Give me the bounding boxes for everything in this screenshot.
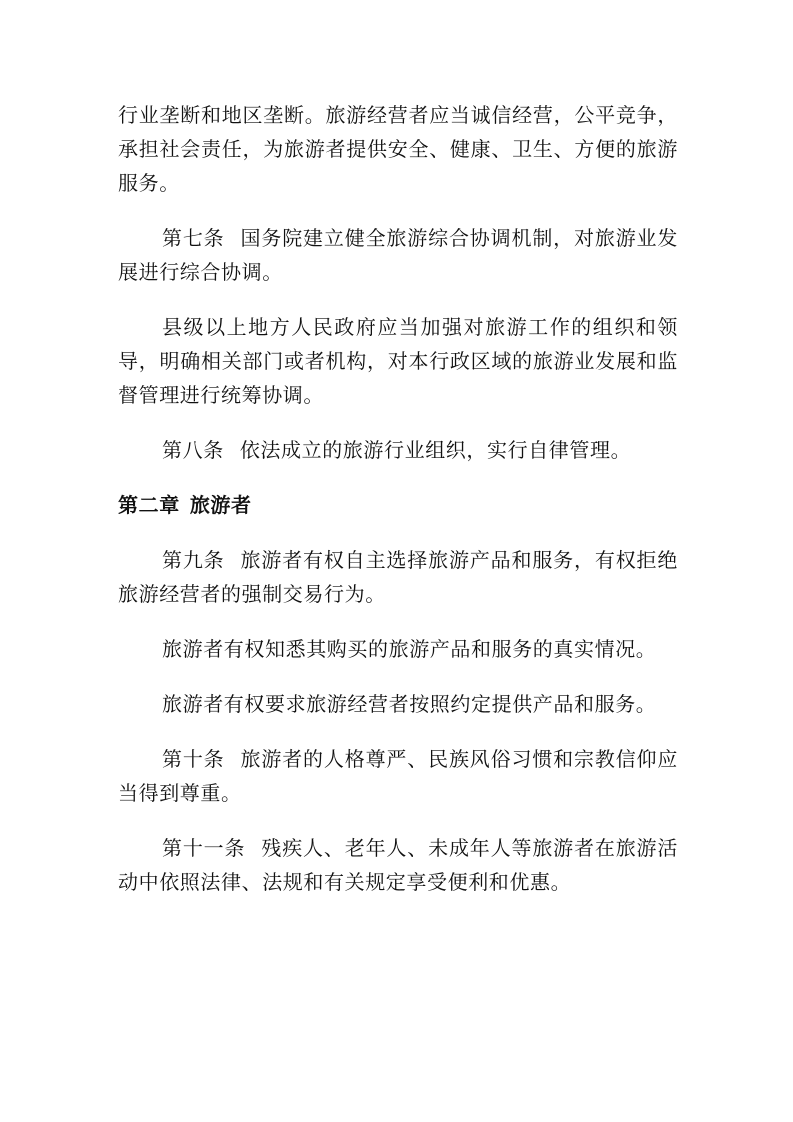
article-number: 第八条: [162, 438, 224, 462]
article-10: [118, 742, 678, 810]
paragraph: 旅游者有权要求旅游经营者按照约定提供产品和服务。: [162, 692, 657, 716]
chapter-heading: [118, 488, 678, 522]
article-text: 旅游者的人格尊严、民族风俗习惯和宗教信仰应当得到尊重。: [118, 747, 678, 805]
chapter-title: 旅游者: [189, 493, 252, 517]
article-text: 依法成立的旅游行业组织，实行自律管理。: [239, 438, 632, 462]
chapter-number: 第二章: [118, 493, 180, 517]
article-9: [118, 543, 678, 611]
article-8: [118, 433, 678, 467]
paragraph: 旅游者有权知悉其购买的旅游产品和服务的真实情况。: [162, 637, 657, 661]
document-body: [118, 98, 678, 899]
article-number: 第十一条: [162, 836, 246, 860]
article-text: 国务院建立健全旅游综合协调机制，对旅游业发展进行综合协调。: [118, 226, 678, 284]
paragraph-continuation: 行业垄断和地区垄断。旅游经营者应当诚信经营，公平竞争，承担社会责任，为旅游者提供安全、健康、卫生、方便的旅游服务。: [118, 103, 678, 195]
paragraph: 县级以上地方人民政府应当加强对旅游工作的组织和领导，明确相关部门或者机构，对本行政区域的旅游业发展和监督管理进行统筹协调。: [118, 315, 678, 407]
article-7: [118, 221, 678, 289]
article-number: 第十条: [162, 747, 225, 771]
article-11: [118, 831, 678, 899]
article-text: 残疾人、老年人、未成年人等旅游者在旅游活动中依照法律、法规和有关规定享受便利和优惠。: [118, 836, 678, 894]
article-text: 旅游者有权自主选择旅游产品和服务，有权拒绝旅游经营者的强制交易行为。: [118, 548, 678, 606]
article-number: 第九条: [162, 548, 225, 572]
article-number: 第七条: [162, 226, 225, 250]
